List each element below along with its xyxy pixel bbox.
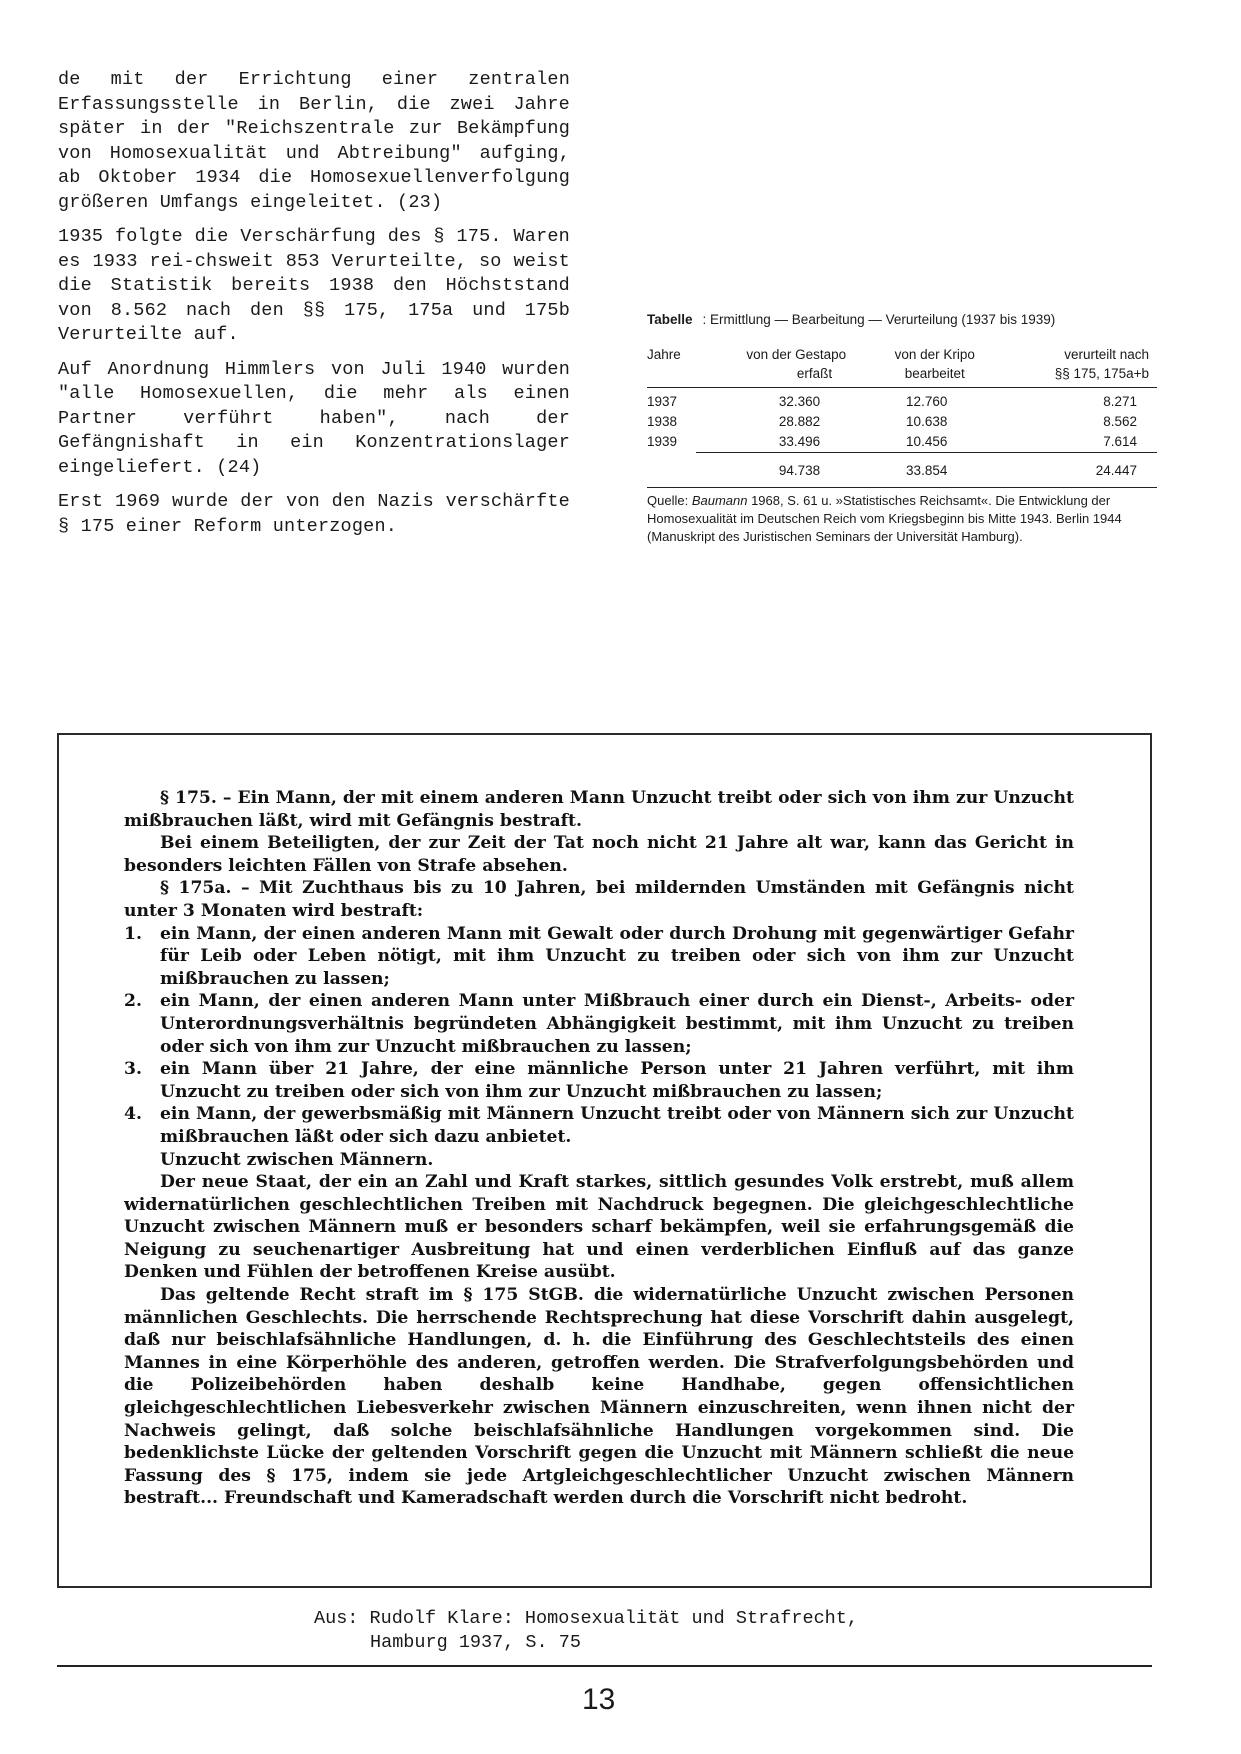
- citation: [314, 1607, 858, 1655]
- quote-paragraph: § 175. – Ein Mann, der mit einem anderen Mann Unzucht treibt oder sich von ihm zur Unzucht mißbrauchen läßt, wird mit Gefängnis bestraft.: [124, 788, 1074, 831]
- quoted-law-box: [57, 733, 1152, 1588]
- statistics-table-block: [647, 312, 1157, 546]
- total-kripo: 33.854: [860, 453, 1009, 488]
- quoted-law-text: [124, 787, 1074, 1510]
- header-year: Jahre: [647, 347, 681, 362]
- paragraph: de mit der Errichtung einer zentralen Erfassungsstelle in Berlin, die zwei Jahre später in der "Reichszentrale zur Bekämpfung von Homosexualität und Abtreibung" aufging, ab Oktober 1934 die Homosexuellenverfolgung größeren Umfangs eingeleitet. (23): [58, 69, 570, 213]
- list-item: 2. ein Mann, der einen anderen Mann unter Mißbrauch einer durch ein Dienst-, Arbeits- oder Unterordnungsverhältnis begründeten Abhängigkeit bestimmt, mit ihm Unzucht zu treiben oder sich von ihm zur Unzucht mißbrauchen zu lassen;: [124, 991, 1074, 1057]
- quote-paragraph: Der neue Staat, der ein an Zahl und Kraft starkes, sittlich gesundes Volk erstrebt, muß allem widernatürlichen geschlechtlichen Treiben mit Nachdruck begegnen. Die gleichgeschlechtliche Unzucht zwischen Männern muß er besonders scharf bekämpfen, weil sie erfahrungsgemäß die Neigung zu seuchenartiger Ausbreitung hat und einen verderblichen Einfluß auf das ganze Denken und Fühlen der betroffenen Kreise ausübt.: [124, 1172, 1074, 1283]
- table-caption: [647, 312, 1157, 327]
- table-row: [647, 412, 1157, 432]
- list-item: 4. ein Mann, der gewerbsmäßig mit Männern Unzucht treibt oder von Männern sich zur Unzucht mißbrauchen läßt oder sich dazu anbietet.: [124, 1104, 1074, 1147]
- paragraph: Auf Anordnung Himmlers von Juli 1940 wurden "alle Homosexuellen, die mehr als einen Partner verführt haben", nach der Gefängnishaft in ein Konzentrationslager eingeliefert. (24): [58, 358, 570, 478]
- cell-year: 1937: [647, 394, 678, 409]
- divider-rule: [57, 1665, 1152, 1667]
- paragraph: Erst 1969 wurde der von den Nazis verschärfte § 175 einer Reform unterzogen.: [58, 491, 570, 537]
- total-verurteilt: 24.447: [1009, 453, 1157, 488]
- cell-gestapo: 28.882: [778, 414, 821, 429]
- paragraph: 1935 folgte die Verschärfung des § 175. Waren es 1933 rei-chsweit 853 Verurteilte, so weist die Statistik bereits 1938 den Höchststand von 8.562 nach den §§ 175, 175a und 175b Verurteilte auf.: [58, 226, 570, 345]
- total-gestapo: 94.738: [696, 453, 860, 488]
- cell-gestapo: 33.496: [778, 434, 821, 449]
- cell-kripo: 12.760: [906, 394, 948, 409]
- page-number: 13: [582, 1683, 616, 1716]
- table-caption-text: : Ermittlung — Bearbeitung — Verurteilung (1937 bis 1939): [702, 312, 1056, 327]
- header-gestapo: von der Gestapo erfaßt: [746, 347, 847, 381]
- table-source: Quelle: Baumann 1968, S. 61 u. »Statistisches Reichsamt«. Die Entwicklung der Homosexualität im Deutschen Reich vom Kriegsbeginn bis Mitte 1943. Berlin 1944 (Manuskript des Juristischen Seminars der Universität Hamburg).: [647, 493, 1122, 544]
- quote-paragraph: § 175a. – Mit Zuchthaus bis zu 10 Jahren, bei mildernden Umständen mit Gefängnis nicht unter 3 Monaten wird bestraft:: [124, 878, 1074, 921]
- source-author: Baumann: [691, 493, 748, 508]
- cell-gestapo: 32.360: [778, 394, 821, 409]
- quote-paragraph: Das geltende Recht straft im § 175 StGB. die widernatürliche Unzucht zwischen Personen männlichen Geschlechts. Die herrschende Rechtsprechung hat diese Vorschrift dahin ausgelegt, daß nur beischlafsähnliche Handlungen, d. h. die Einführung des Geschlechtsteils des einen Mannes in eine Körperhöhle des anderen, getroffen werden. Die Strafverfolgungsbehörden und die Polizeibehörden haben deshalb keine Handhabe, gegen offensichtlichen gleichgeschlechtlichen Liebesverkehr zwischen Männern einzuschreiten, wenn ihnen nicht der Nachweis gelingt, daß solche beischlafsähnliche Handlungen vorgekommen sind. Die bedenklichste Lücke der geltenden Vorschrift gegen die Unzucht mit Männern schließt die neue Fassung des § 175, indem sie jede Artgleichgeschlechtlicher Unzucht zwischen Männern bestraft... Freundschaft und Kameradschaft werden durch die Vorschrift nicht bedroht.: [124, 1285, 1074, 1509]
- table-row: [647, 388, 1157, 413]
- header-verurteilt: verurteilt nach §§ 175, 175a+b: [1054, 347, 1149, 381]
- cell-verurteilt: 8.271: [1103, 394, 1137, 409]
- header-kripo: von der Kripo bearbeitet: [894, 347, 975, 381]
- quote-paragraph: Bei einem Beteiligten, der zur Zeit der Tat noch nicht 21 Jahre alt war, kann das Gericht in besonders leichten Fällen von Strafe absehen.: [124, 833, 1074, 876]
- table-row: [647, 432, 1157, 453]
- cell-year: 1939: [647, 434, 678, 450]
- list-item: 1. ein Mann, der einen anderen Mann mit Gewalt oder durch Drohung mit gegenwärtiger Gefahr für Leib oder Leben nötigt, mit ihm Unzucht zu treiben oder sich von ihm zur Unzucht mißbrauchen zu lassen;: [124, 923, 1074, 989]
- cell-verurteilt: 8.562: [1103, 414, 1137, 429]
- quote-heading: Unzucht zwischen Männern.: [160, 1149, 434, 1170]
- left-text-column: [58, 68, 570, 549]
- table-label: Tabelle: [647, 312, 693, 327]
- cell-verurteilt: 7.614: [1103, 434, 1137, 449]
- quote-list: [124, 923, 1074, 1149]
- citation-line: Aus: Rudolf Klare: Homosexualität und Strafrecht,: [314, 1608, 858, 1629]
- cell-year: 1938: [647, 414, 678, 429]
- table-header-row: [647, 345, 1157, 388]
- citation-line: Hamburg 1937, S. 75: [370, 1632, 581, 1653]
- table-total-row: [647, 453, 1157, 488]
- list-item: 3. ein Mann über 21 Jahre, der eine männliche Person unter 21 Jahren verführt, mit ihm Unzucht zu treiben oder sich von ihm zur Unzucht mißbrauchen zu lassen;: [124, 1059, 1074, 1102]
- cell-kripo: 10.456: [906, 434, 948, 449]
- statistics-table: [647, 345, 1157, 488]
- cell-kripo: 10.638: [906, 414, 948, 429]
